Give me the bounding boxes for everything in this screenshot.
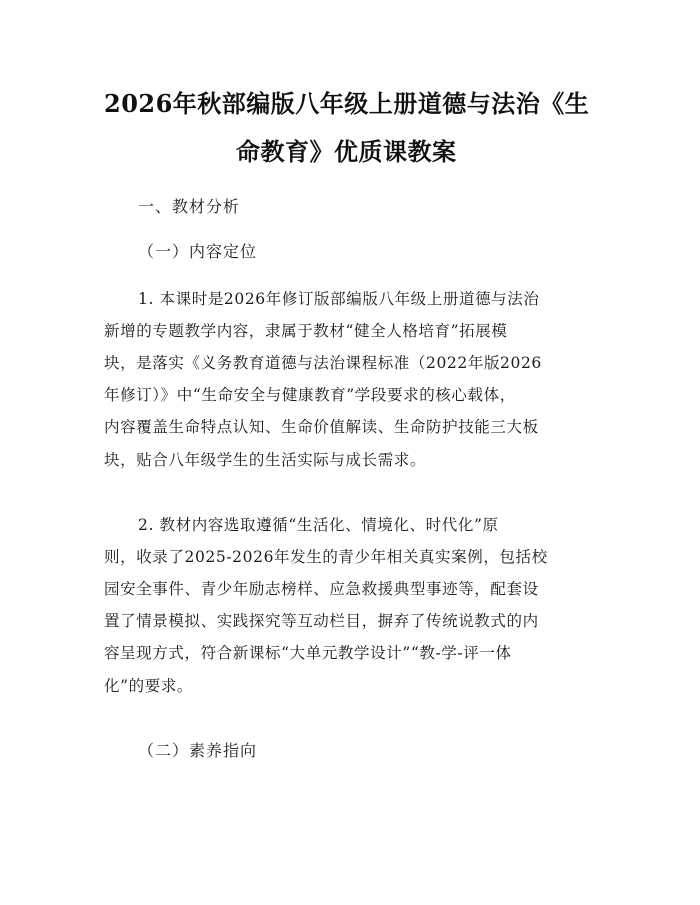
subsection-heading-literacy-orientation: （二）素养指向 xyxy=(138,741,258,760)
subsection-heading-content-positioning: （一）内容定位 xyxy=(138,242,258,261)
section-heading-textbook-analysis: 一、教材分析 xyxy=(138,197,241,216)
paragraph-2-line: 2. 教材内容选取遵循“生活化、情境化、时代化”原 xyxy=(138,516,499,534)
paragraph-2-line: 容呈现方式，符合新课标“大单元教学设计”“教-学-评一体 xyxy=(104,644,512,662)
paragraph-1-line: 年修订）》中“生命安全与健康教育”学段要求的核心载体， xyxy=(104,386,516,404)
paragraph-2-line: 置了情景模拟、实践探究等互动栏目，摒弃了传统说教式的内 xyxy=(104,612,539,630)
paragraph-2-line: 园安全事件、青少年励志榜样、应急救援典型事迹等，配套设 xyxy=(104,580,539,598)
paragraph-1-line: 内容覆盖生命特点认知、生命价值解读、生命防护技能三大板 xyxy=(104,418,539,436)
paragraph-1-line: 新增的专题教学内容，隶属于教材“健全人格培育”拓展模 xyxy=(104,322,508,340)
document-title-line-1: 2026年秋部编版八年级上册道德与法治《生 xyxy=(104,89,590,118)
paragraph-1-line: 块，是落实《义务教育道德与法治课程标准（2022年版2026 xyxy=(104,354,542,372)
paragraph-2-line: 则，收录了2025-2026年发生的青少年相关真实案例，包括校 xyxy=(104,548,548,566)
paragraph-2-line: 化”的要求。 xyxy=(104,677,194,695)
document-title-line-2: 命教育》优质课教案 xyxy=(236,137,457,166)
paragraph-1-line: 1. 本课时是2026年修订版部编版八年级上册道德与法治 xyxy=(138,290,540,308)
paragraph-1-line: 块，贴合八年级学生的生活实际与成长需求。 xyxy=(104,451,427,469)
